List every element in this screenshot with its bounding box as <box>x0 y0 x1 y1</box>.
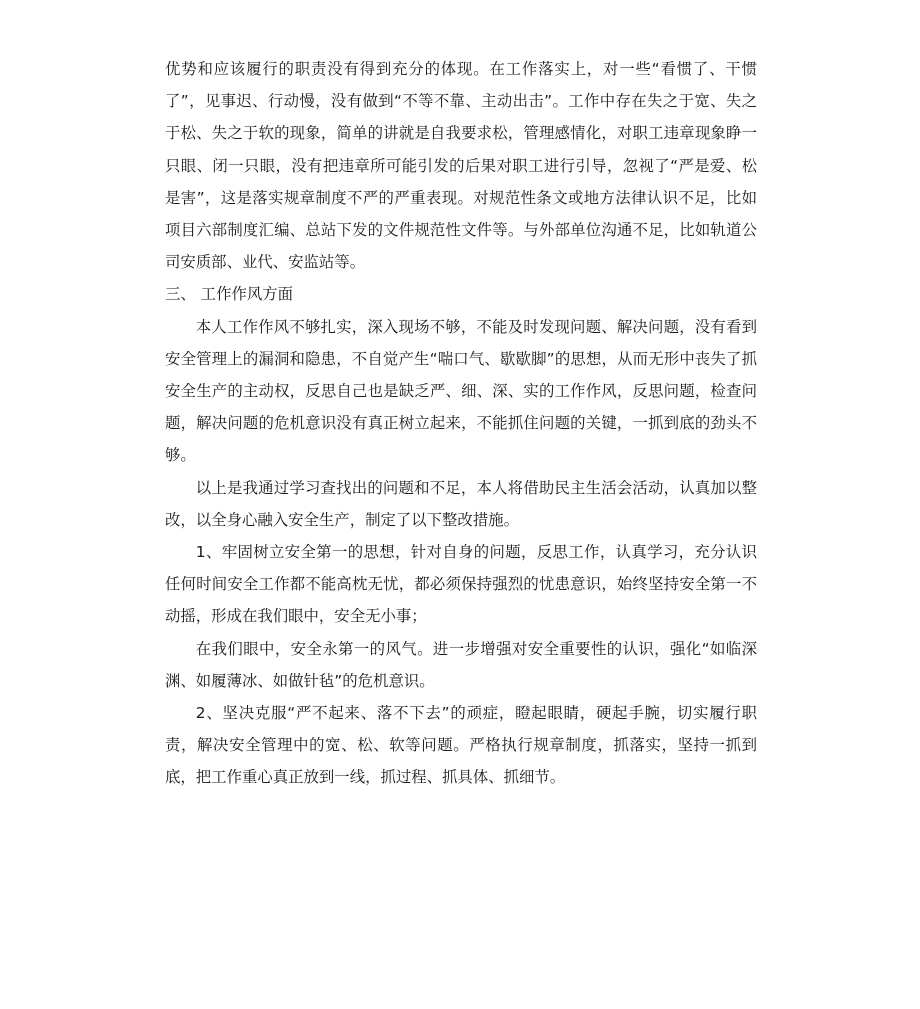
paragraph-continuation: 优势和应该履行的职责没有得到充分的体现。在工作落实上，对一些“看惯了、干惯了”，见事迟、行动慢，没有做到“不等不靠、主动出击”。工作中存在失之于宽、失之于松、失之于软的现象，简单的讲就是自我要求松，管理感情化，对职工违章现象睁一只眼、闭一只眼，没有把违章所可能引发的后果对职工进行引导，忽视了“严是爱、松是害”，这是落实规章制度不严的严重表现。对规范性条文或地方法律认识不足，比如项目六部制度汇编、总站下发的文件规范性文件等。与外部单位沟通不足，比如轨道公司安质部、业代、安监站等。 <box>165 60 757 272</box>
paragraph-work-style: 本人工作作风不够扎实，深入现场不够，不能及时发现问题、解决问题，没有看到安全管理上的漏洞和隐患，不自觉产生“喘口气、歇歇脚”的思想，从而无形中丧失了抓安全生产的主动权，反思自己也是缺乏严、细、深、实的工作作风，反思问题，检查问题，解决问题的危机意识没有真正树立起来，不能抓住问题的关键，一抓到底的劲头不够。 <box>165 317 757 465</box>
paragraph-measure-1: 1、牢固树立安全第一的思想，针对自身的问题，反思工作，认真学习，充分认识任何时间安全工作都不能高枕无忧，都必须保持强烈的忧患意识，始终坚持安全第一不动摇，形成在我们眼中，安全无小事； <box>165 543 757 626</box>
document-body <box>165 53 757 794</box>
paragraph-summary: 以上是我通过学习查找出的问题和不足，本人将借助民主生活会活动，认真加以整改，以全身心融入安全生产，制定了以下整改措施。 <box>165 478 757 529</box>
paragraph-measure-1-continued: 在我们眼中，安全永第一的风气。进一步增强对安全重要性的认识，强化“如临深渊、如履薄冰、如做针毡”的危机意识。 <box>165 639 757 690</box>
section-heading-work-style: 三、 工作作风方面 <box>165 285 294 304</box>
paragraph-measure-2: 2、坚决克服“严不起来、落不下去”的顽症，瞪起眼睛，硬起手腕，切实履行职责，解决安全管理中的宽、松、软等问题。严格执行规章制度，抓落实，坚持一抓到底，把工作重心真正放到一线，抓过程、抓具体、抓细节。 <box>165 704 757 787</box>
